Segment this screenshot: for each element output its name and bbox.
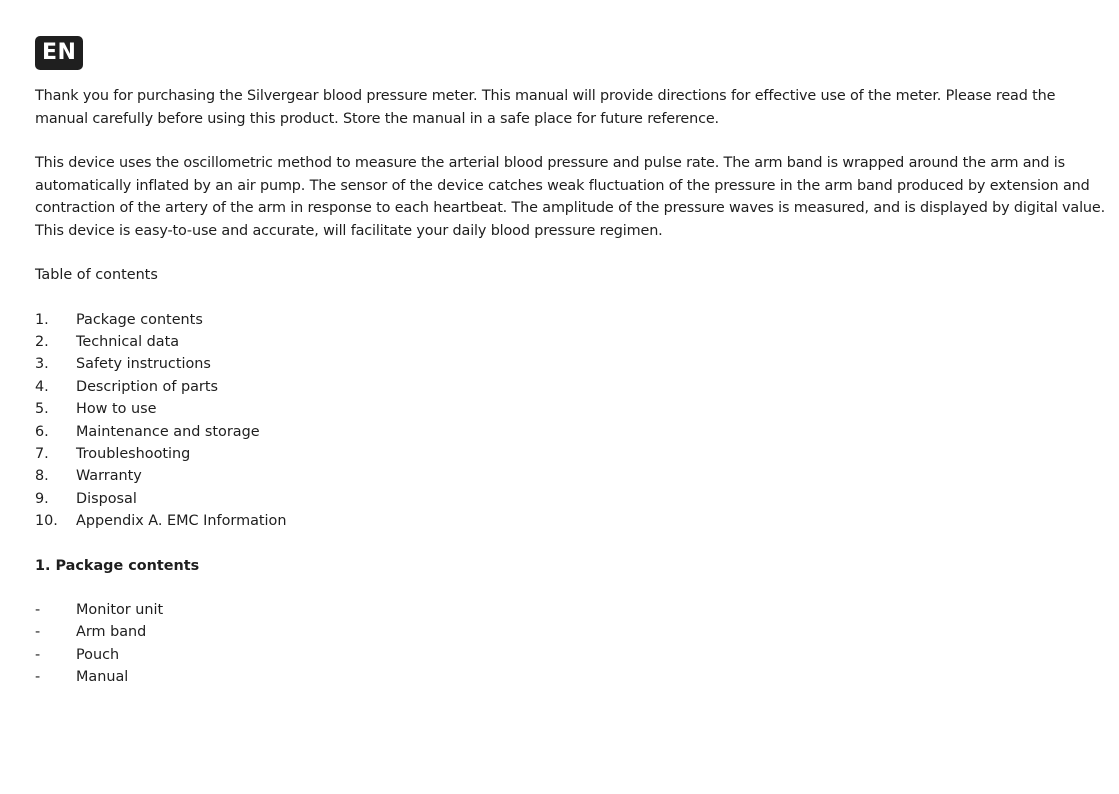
toc-item-label: Maintenance and storage — [76, 423, 260, 440]
method-paragraph: This device uses the oscillometric method to measure the arterial blood pressure and pulse rate. The arm band is wrapped around the arm and is automatically inflated by an air pump. The sensor of the device catches weak fluctuation of the pressure in the arm band produced by extension and contraction of the artery of the arm in response to each heartbeat. The amplitude of the pressure waves is measured, and is displayed by digital value. This device is easy-to-use and accurate, will facilitate your daily blood pressure regimen. — [35, 155, 1106, 239]
toc-item-label: Description of parts — [76, 378, 218, 395]
toc-item — [35, 465, 1105, 487]
toc-item-number: 2. — [35, 333, 49, 350]
dash-bullet: - — [35, 669, 41, 686]
toc-item — [35, 443, 1105, 465]
toc-item-number: 6. — [35, 423, 49, 440]
toc-item-label: Troubleshooting — [76, 445, 191, 462]
toc-item-number: 4. — [35, 378, 49, 395]
toc-item — [35, 421, 1105, 443]
toc-item-label: Safety instructions — [76, 356, 211, 373]
manual-page — [35, 36, 1105, 689]
package-contents-heading: 1. Package contents — [35, 557, 200, 574]
toc-item-number: 10. — [35, 513, 58, 530]
package-item — [35, 621, 1105, 643]
package-contents-list — [35, 599, 1105, 689]
toc-title: Table of contents — [35, 267, 158, 283]
package-item-label: Arm band — [76, 624, 147, 641]
toc-item-number: 8. — [35, 468, 49, 485]
toc-list — [35, 309, 1105, 533]
toc-item — [35, 331, 1105, 353]
toc-item-label: How to use — [76, 401, 157, 418]
dash-bullet: - — [35, 624, 41, 641]
toc-item-number: 1. — [35, 311, 49, 328]
toc-item — [35, 353, 1105, 375]
toc-item — [35, 510, 1105, 532]
package-item-label: Manual — [76, 669, 129, 686]
toc-item — [35, 398, 1105, 420]
toc-item-number: 3. — [35, 356, 49, 373]
package-item-label: Monitor unit — [76, 602, 164, 619]
package-item — [35, 666, 1105, 688]
toc-item-label: Technical data — [76, 333, 180, 350]
toc-item-label: Appendix A. EMC Information — [76, 513, 287, 530]
toc-item-number: 7. — [35, 445, 49, 462]
toc-item-label: Package contents — [76, 311, 203, 328]
dash-bullet: - — [35, 646, 41, 663]
language-badge: EN — [35, 36, 83, 70]
toc-item-number: 9. — [35, 490, 49, 507]
toc-item-number: 5. — [35, 401, 49, 418]
toc-item-label: Warranty — [76, 468, 142, 485]
package-item — [35, 599, 1105, 621]
toc-item — [35, 488, 1105, 510]
dash-bullet: - — [35, 602, 41, 619]
toc-item — [35, 376, 1105, 398]
package-item — [35, 644, 1105, 666]
toc-item — [35, 309, 1105, 331]
toc-item-label: Disposal — [76, 490, 137, 507]
intro-paragraph: Thank you for purchasing the Silvergear blood pressure meter. This manual will provide directions for effective use of the meter. Please read the manual carefully before using this product. Store the manual in a safe place for future reference. — [35, 88, 1056, 127]
package-item-label: Pouch — [76, 646, 120, 663]
